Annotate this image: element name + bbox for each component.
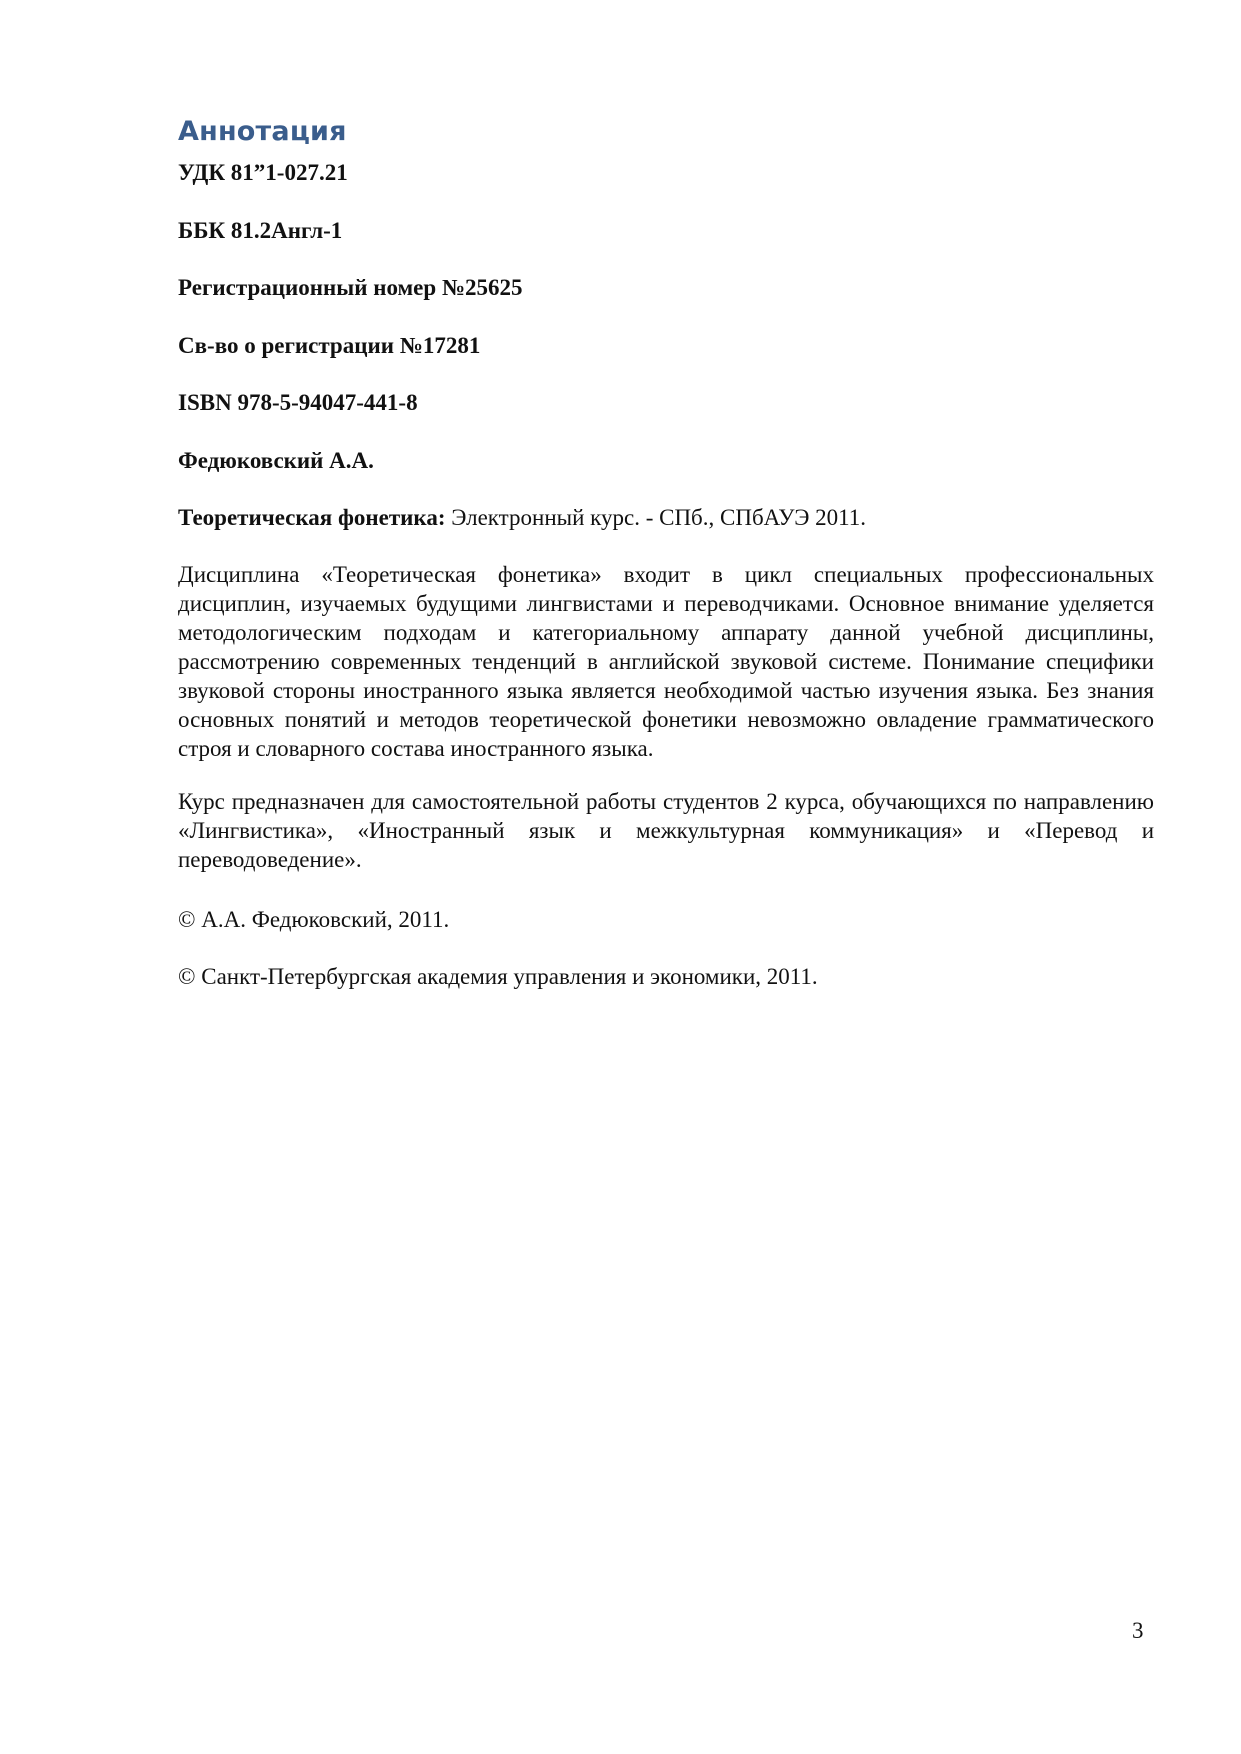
- copyright-academy: © Санкт-Петербургская академия управления и экономики, 2011.: [178, 964, 818, 989]
- registration-number-line: Регистрационный номер №25625: [178, 275, 523, 300]
- registration-certificate-line: Св-во о регистрации №17281: [178, 333, 481, 358]
- bbk-line: ББК 81.2Англ-1: [178, 218, 343, 243]
- citation-line: [178, 504, 866, 532]
- citation-details: Электронный курс. - СПб., СПбАУЭ 2011.: [445, 505, 867, 530]
- annotation-heading: Аннотация: [178, 116, 347, 147]
- udk-line: УДК 81”1-027.21: [178, 160, 348, 185]
- description-paragraph: Дисциплина «Теоретическая фонетика» входит в цикл специальных профессиональных дисциплин, изучаемых будущими лингвистами и переводчиками. Основное внимание уделяется методологическим подходам и категориальному аппарату данной учебной дисциплины, рассмотрению современных тенденций в английской звуковой системе. Понимание специфики звуковой стороны иностранного языка является необходимой частью изучения языка. Без знания основных понятий и методов теоретической фонетики невозможно овладение грамматического строя и словарного состава иностранного языка.: [178, 562, 1154, 761]
- author-line: Федюковский А.А.: [178, 448, 374, 473]
- audience-paragraph: Курс предназначен для самостоятельной работы студентов 2 курса, обучающихся по направлению «Лингвистика», «Иностранный язык и межкультурная коммуникация» и «Перевод и переводоведение».: [178, 789, 1154, 872]
- copyright-author: © А.А. Федюковский, 2011.: [178, 907, 450, 932]
- page-number: 3: [1132, 1618, 1144, 1643]
- citation-title: Теоретическая фонетика:: [178, 505, 446, 530]
- isbn-line: ISBN 978-5-94047-441-8: [178, 390, 418, 415]
